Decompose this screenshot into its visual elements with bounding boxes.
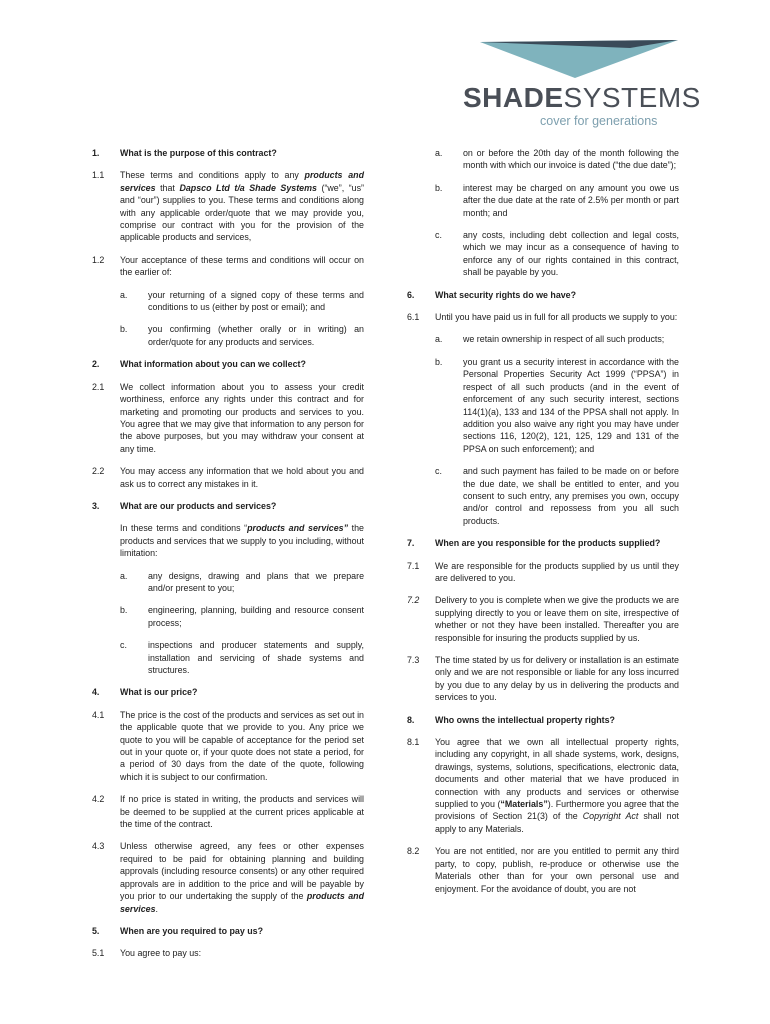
section-heading-6: 6. What security rights do we have? bbox=[407, 289, 577, 300]
section-heading-8: 8. Who owns the intellectual property rights? bbox=[407, 714, 615, 725]
clause-6-1-c: c. and such payment has failed to be made on or before the due date, we shall be entitled to enter, and you consent to such entry, any premises you own, occupy and/or control and repossess from you all such products. bbox=[435, 466, 679, 526]
clause-7-1: 7.1 We are responsible for the products supplied by us until they are delivered to you. bbox=[407, 560, 679, 583]
clause-5-1-c: c. any costs, including debt collection and legal costs, which we may incur as a consequence of having to enforce any of our rights contained in this contract, shall be payable by you. bbox=[435, 230, 679, 278]
clause-1-2-b: b. you confirming (whether orally or in writing) an order/quote for any products and services. bbox=[120, 324, 364, 347]
clause-1-2-a: a. your returning of a signed copy of these terms and conditions to us (either by post or email); and bbox=[120, 289, 364, 313]
sail-logo-icon bbox=[480, 38, 680, 80]
clause-7-2: 7.2 Delivery to you is complete when we give the products we are supplying directly to you or leave them on site, irrespective of whether or not they have been installed. Thereafter you are responsible for insuring the products supplied by us. bbox=[407, 595, 679, 643]
clause-6-1-b: b. you grant us a security interest in accordance with the Personal Properties Security Act 1999 (“PPSA”) in respect of all such products (and in the event of enforcement of any such security interest, sections 114(1)(a), 133 and 134 of the PPSA shall not apply. In addition you also waive any right you may have under sections 116, 120(2), 121, 125, 129 and 131 of the PPSA on such enforcement); and bbox=[435, 356, 679, 454]
clause-6-1-a: a. we retain ownership in respect of all such products; bbox=[435, 334, 665, 345]
clause-3-intro: In these terms and conditions “products and services” the products and services that we supply to you including, without limitation: bbox=[120, 523, 364, 559]
right-column bbox=[407, 147, 679, 905]
clause-5-1-a: a. on or before the 20th day of the month following the month with which our invoice is dated (“the due date”); bbox=[435, 148, 679, 171]
section-heading-1: 1. What is the purpose of this contract? bbox=[92, 148, 277, 158]
section-heading-4: 4. What is our price? bbox=[92, 687, 198, 698]
clause-4-1: 4.1 The price is the cost of the products and services as set out in the applicable quote that we provide to you. Any price we quote to you will be capable of acceptance for the period set out in your quote or, if your quote does not state a period, for a period of 30 days from the date of the quote, following which it is subject to our confirmation. bbox=[92, 709, 364, 782]
clause-2-1: 2.1 We collect information about you to assess your credit worthiness, enforce any rights under this contract and for marketing and promoting our products and services to you. You agree that we may give that information to any person for the above purposes, but you may withdraw your consent at any time. bbox=[92, 381, 364, 454]
section-heading-5: 5. When are you required to pay us? bbox=[92, 925, 264, 936]
clause-1-1: 1.1 These terms and conditions apply to any products and services that Dapsco Ltd t/a Shade Systems (“we”, “us” and “our”) supplies to you. These terms and conditions along with any applicable order/quote that we may provide you, comprise our contract with you for the provision of the applicable products and services, bbox=[92, 170, 364, 243]
clause-7-3: 7.3 The time stated by us for delivery or installation is an estimate only and we are not responsible or liable for any loss incurred by you due to any delay by us in delivering the products and services to you. bbox=[407, 655, 679, 703]
clause-2-2: 2.2 You may access any information that we hold about you and ask us to correct any mistakes in it. bbox=[92, 466, 364, 489]
clause-3-c: c. inspections and producer statements and supply, installation and servicing of shade systems and structures. bbox=[120, 640, 364, 675]
clause-3-b: b. engineering, planning, building and resource consent process; bbox=[120, 605, 364, 628]
left-column bbox=[92, 147, 364, 970]
clause-5-1: 5.1 You agree to pay us: bbox=[92, 948, 202, 959]
clause-8-1: 8.1 You agree that we own all intellectual property rights, including any copyright, in all shade systems, work, designs, drawings, systems, solutions, specifications, electronic data, documents and other material that we have produced in connection with any products and services or otherwise supplied to you (“Materials”). Furthermore you agree that the provisions of Section 21(3) of the Copyright Act shall not apply to any Materials. bbox=[407, 737, 679, 834]
section-heading-2: 2. What information about you can we collect? bbox=[92, 359, 306, 370]
clause-5-1-b: b. interest may be charged on any amount you owe us after the due date at the rate of 2.5% per month or part month; and bbox=[435, 182, 679, 218]
clause-1-2: 1.2 Your acceptance of these terms and conditions will occur on the earlier of: bbox=[92, 254, 364, 278]
clause-4-2: 4.2 If no price is stated in writing, the products and services will be deemed to be supplied at the current prices applicable at the time of the contract. bbox=[92, 794, 364, 830]
section-heading-7: 7. When are you responsible for the products supplied? bbox=[407, 538, 661, 549]
clause-6-1: 6.1 Until you have paid us in full for all products we supply to you: bbox=[407, 312, 678, 323]
brand-name: SHADESYSTEMS bbox=[463, 82, 701, 113]
brand-tagline: cover for generations bbox=[540, 114, 658, 128]
section-heading-3: 3. What are our products and services? bbox=[92, 500, 277, 511]
clause-8-2: 8.2 You are not entitled, nor are you entitled to permit any third party, to copy, publish, re-produce or otherwise use the Materials other than for your own personal use and enjoyment. For the avoidance of doubt, you are not bbox=[407, 846, 679, 894]
clause-4-3: 4.3 Unless otherwise agreed, any fees or other expenses required to be paid for obtaining planning and building approvals (including resource consents) or any other required approvals are in addition to the price and will be payable by you prior to our undertaking the supply of the products and services. bbox=[92, 841, 364, 914]
clause-3-a: a. any designs, drawing and plans that we prepare and/or present to you; bbox=[120, 570, 364, 593]
company-logo bbox=[455, 38, 700, 133]
